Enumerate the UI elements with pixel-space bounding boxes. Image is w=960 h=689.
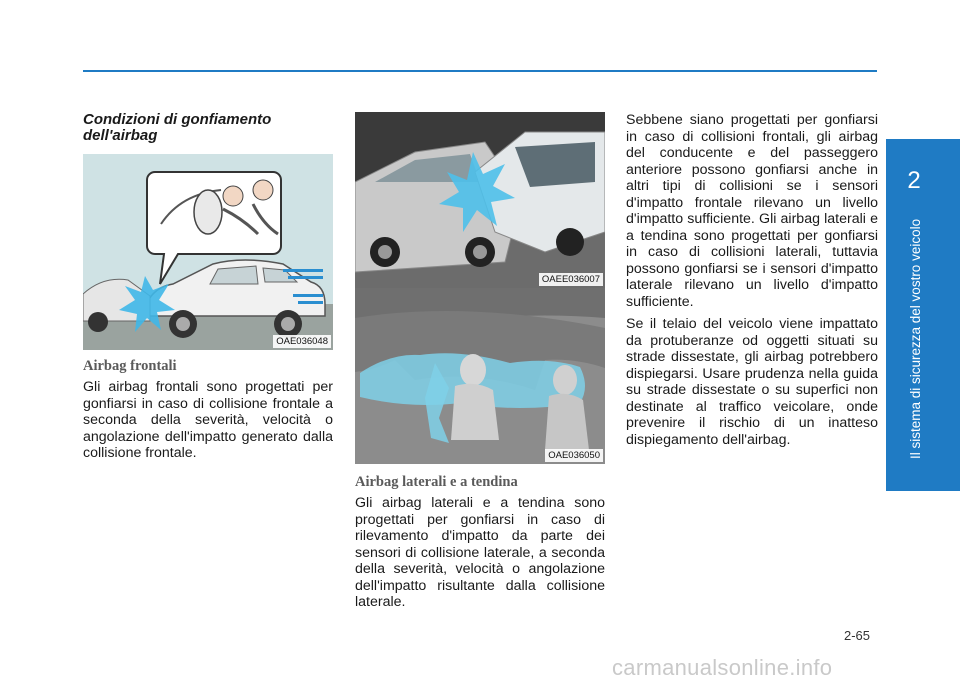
page-number: 2-65 xyxy=(844,628,871,643)
middle-column xyxy=(355,112,605,617)
paragraph-rough-roads: Se il telaio del veicolo viene impattato da protuberanze od oggetti situati su strade dissestate, gli airbag potrebbero dispiegarsi. Usare prudenza nella guida su strade dissestate o su superfici non destinate al traffico veicolare, onde prevenire il rischio di un inatteso dispiegamento dell'airbag. xyxy=(626,316,878,448)
header-rule xyxy=(83,70,877,72)
right-column xyxy=(626,112,878,454)
curtain-airbag-figure xyxy=(355,288,605,464)
paragraph-frontal-other: Sebbene siano progettati per gonfiarsi in caso di collisioni frontali, gli airbag del conducente e del passeggero anteriore possono gonfiarsi anche in altri tipi di collisioni se i sensori d'impatto frontale rilevano un livello d'impatto sufficiente. Gli airbag laterali e a tendina sono progettati per gonfiarsi in caso di collisioni laterali, tuttavia possono gonfiarsi se i sensori d'impatto laterale rilevano un livello d'impatto sufficiente. xyxy=(626,112,878,310)
side-airbags-text: Gli airbag laterali e a tendina sono progettati per gonfiarsi in caso di rilevamento d'impatto da parte dei sensori di collisione laterale, a seconda della severità, velocità o angolazione dell'impatto risultante dalla collisione laterale. xyxy=(355,495,605,610)
frontal-collision-figure xyxy=(83,154,333,350)
section-title: Condizioni di gonfiamento dell'airbag xyxy=(83,111,272,144)
chapter-title: Il sistema di sicurezza del vostro veicolo xyxy=(908,218,923,459)
figure-code: OAE036048 xyxy=(273,335,331,348)
side-collision-illustration xyxy=(355,112,605,288)
subtitle-side-airbags: Airbag laterali e a tendina xyxy=(355,474,518,490)
curtain-airbag-illustration xyxy=(355,288,605,464)
figure-code: OAE036050 xyxy=(545,449,603,462)
frontal-collision-illustration xyxy=(83,154,333,350)
chapter-side-tab xyxy=(886,139,960,491)
watermark: carmanualsonline.info xyxy=(612,655,833,680)
figure-code: OAEE036007 xyxy=(539,273,603,286)
frontal-airbags-text: Gli airbag frontali sono progettati per gonfiarsi in caso di collisione frontale a seconda della severità, velocità o angolazione dell'impatto generato dalla collisione frontale. xyxy=(83,379,333,461)
subtitle-frontal-airbags: Airbag frontali xyxy=(83,358,177,374)
chapter-number: 2 xyxy=(907,167,921,194)
side-collision-figure xyxy=(355,112,605,288)
left-column xyxy=(83,112,333,468)
